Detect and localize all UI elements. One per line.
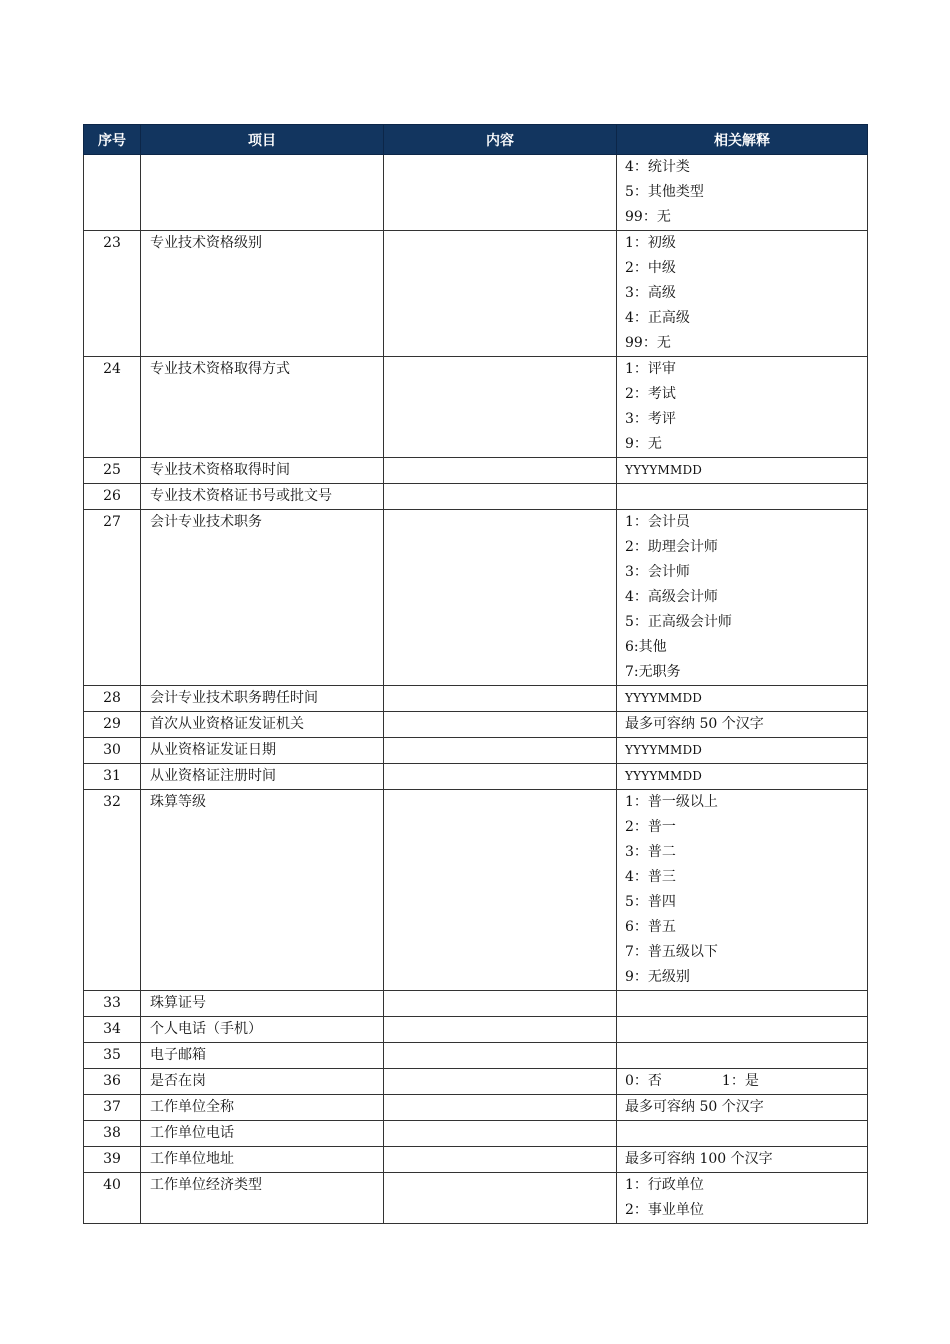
explanation-line: 4：普三: [625, 869, 676, 885]
explanation-line: 1：初级: [625, 235, 676, 251]
row-item-label: 专业技术资格级别: [141, 231, 384, 357]
explanation-line: 最多可容纳 100 个汉字: [625, 1151, 773, 1167]
row-explanation-cell: [617, 231, 868, 357]
explanation-line: 1：会计员: [625, 514, 690, 530]
row-serial-number: 31: [84, 764, 141, 790]
explanation-line: 1：普一级以上: [625, 794, 718, 810]
explanation-line: YYYYMMDD: [625, 691, 703, 705]
explanation-line: 9：无级别: [625, 969, 690, 985]
row-explanation-cell: [617, 991, 868, 1017]
row-serial-number: 35: [84, 1043, 141, 1069]
row-serial-number: 26: [84, 484, 141, 510]
row-item-label: 会计专业技术职务聘任时间: [141, 686, 384, 712]
row-serial-number: 30: [84, 738, 141, 764]
row-content-cell: [384, 1147, 617, 1173]
table-row: [84, 1147, 868, 1173]
row-serial-number: 33: [84, 991, 141, 1017]
row-content-cell: [384, 357, 617, 458]
table-row: [84, 1173, 868, 1224]
header-item: 项目: [141, 125, 384, 155]
row-item-label: 工作单位全称: [141, 1095, 384, 1121]
table-row: [84, 790, 868, 991]
explanation-line: 3：会计师: [625, 564, 690, 580]
row-item-label: 专业技术资格取得方式: [141, 357, 384, 458]
row-serial-number: 28: [84, 686, 141, 712]
row-item-label: 珠算等级: [141, 790, 384, 991]
row-content-cell: [384, 991, 617, 1017]
explanation-line: 99：无: [625, 209, 671, 225]
table-row: [84, 458, 868, 484]
explanation-line: 1：评审: [625, 361, 676, 377]
table-header: [84, 125, 868, 155]
row-explanation-cell: [617, 484, 868, 510]
table-row: [84, 1043, 868, 1069]
explanation-line: 5：普四: [625, 894, 676, 910]
row-content-cell: [384, 790, 617, 991]
row-content-cell: [384, 1173, 617, 1224]
table-row: [84, 712, 868, 738]
row-item-label: [141, 155, 384, 231]
explanation-line: 7:无职务: [625, 664, 681, 680]
table-row: [84, 155, 868, 231]
explanation-line: 2：考试: [625, 386, 676, 402]
row-content-cell: [384, 1121, 617, 1147]
row-content-cell: [384, 1095, 617, 1121]
explanation-line: 2：助理会计师: [625, 539, 718, 555]
row-explanation-cell: [617, 790, 868, 991]
explanation-line: 最多可容纳 50 个汉字: [625, 716, 764, 732]
row-serial-number: 34: [84, 1017, 141, 1043]
table-row: [84, 1069, 868, 1095]
row-content-cell: [384, 1017, 617, 1043]
explanation-line: 5：其他类型: [625, 184, 704, 200]
explanation-line: 2：中级: [625, 260, 676, 276]
explanation-line: 6:其他: [625, 639, 667, 655]
row-item-label: 个人电话（手机）: [141, 1017, 384, 1043]
table-row: [84, 738, 868, 764]
explanation-line: 5：正高级会计师: [625, 614, 732, 630]
row-item-label: 工作单位电话: [141, 1121, 384, 1147]
table-body: [84, 155, 868, 1224]
explanation-line: 2：普一: [625, 819, 676, 835]
table-row: [84, 484, 868, 510]
row-explanation-cell: [617, 1095, 868, 1121]
row-serial-number: 25: [84, 458, 141, 484]
explanation-line: 7：普五级以下: [625, 944, 718, 960]
explanation-line: 4：统计类: [625, 159, 690, 175]
row-explanation-cell: [617, 1043, 868, 1069]
row-explanation-cell: [617, 1173, 868, 1224]
row-serial-number: 27: [84, 510, 141, 686]
row-serial-number: 36: [84, 1069, 141, 1095]
table-row: [84, 764, 868, 790]
row-serial-number: 39: [84, 1147, 141, 1173]
row-item-label: 工作单位地址: [141, 1147, 384, 1173]
field-definition-table: [83, 124, 868, 1224]
row-explanation-cell: [617, 738, 868, 764]
row-serial-number: 38: [84, 1121, 141, 1147]
row-content-cell: [384, 155, 617, 231]
row-explanation-cell: [617, 458, 868, 484]
row-explanation-cell: [617, 510, 868, 686]
row-item-label: 珠算证号: [141, 991, 384, 1017]
row-explanation-cell: [617, 1121, 868, 1147]
explanation-line: 3：普二: [625, 844, 676, 860]
explanation-option: 0：否: [625, 1073, 662, 1089]
row-explanation-cell: [617, 155, 868, 231]
row-item-label: 专业技术资格证书号或批文号: [141, 484, 384, 510]
explanation-line: 2：事业单位: [625, 1202, 704, 1218]
explanation-line: 9：无: [625, 436, 662, 452]
row-content-cell: [384, 764, 617, 790]
row-item-label: 从业资格证发证日期: [141, 738, 384, 764]
table-row: [84, 510, 868, 686]
row-content-cell: [384, 738, 617, 764]
explanation-line: [625, 484, 867, 509]
row-item-label: 工作单位经济类型: [141, 1173, 384, 1224]
table-row: [84, 1095, 868, 1121]
table-row: [84, 686, 868, 712]
row-explanation-cell: [617, 764, 868, 790]
row-content-cell: [384, 1043, 617, 1069]
row-explanation-cell: [617, 1069, 868, 1095]
row-explanation-cell: [617, 1147, 868, 1173]
table-row: [84, 1017, 868, 1043]
row-content-cell: [384, 484, 617, 510]
header-explanation: 相关解释: [617, 125, 868, 155]
explanation-line: 3：考评: [625, 411, 676, 427]
header-serial-number: 序号: [84, 125, 141, 155]
explanation-line: 3：高级: [625, 285, 676, 301]
row-content-cell: [384, 231, 617, 357]
explanation-line: 4：正高级: [625, 310, 690, 326]
explanation-line: [625, 1017, 867, 1042]
explanation-line: YYYYMMDD: [625, 769, 703, 783]
row-serial-number: [84, 155, 141, 231]
row-explanation-cell: [617, 357, 868, 458]
row-serial-number: 37: [84, 1095, 141, 1121]
row-serial-number: 32: [84, 790, 141, 991]
explanation-line: YYYYMMDD: [625, 463, 703, 477]
row-item-label: 专业技术资格取得时间: [141, 458, 384, 484]
row-serial-number: 24: [84, 357, 141, 458]
explanation-option: 1：是: [721, 1073, 759, 1089]
row-serial-number: 29: [84, 712, 141, 738]
header-content: 内容: [384, 125, 617, 155]
explanation-line: 1：行政单位: [625, 1177, 704, 1193]
row-content-cell: [384, 686, 617, 712]
row-item-label: 是否在岗: [141, 1069, 384, 1095]
row-serial-number: 40: [84, 1173, 141, 1224]
row-item-label: 会计专业技术职务: [141, 510, 384, 686]
row-content-cell: [384, 1069, 617, 1095]
row-item-label: 从业资格证注册时间: [141, 764, 384, 790]
row-content-cell: [384, 458, 617, 484]
table-row: [84, 357, 868, 458]
explanation-line: [625, 1043, 867, 1068]
row-item-label: 首次从业资格证发证机关: [141, 712, 384, 738]
table-row: [84, 231, 868, 357]
table-row: [84, 991, 868, 1017]
explanation-line: [625, 1069, 867, 1094]
explanation-line: 4：高级会计师: [625, 589, 718, 605]
explanation-line: [625, 991, 867, 1016]
row-serial-number: 23: [84, 231, 141, 357]
row-content-cell: [384, 510, 617, 686]
explanation-line: 99：无: [625, 335, 671, 351]
explanation-line: YYYYMMDD: [625, 743, 703, 757]
row-explanation-cell: [617, 686, 868, 712]
explanation-line: 6：普五: [625, 919, 676, 935]
table-row: [84, 1121, 868, 1147]
row-content-cell: [384, 712, 617, 738]
row-explanation-cell: [617, 712, 868, 738]
row-explanation-cell: [617, 1017, 868, 1043]
explanation-line: 最多可容纳 50 个汉字: [625, 1099, 764, 1115]
header-row: [84, 125, 868, 155]
explanation-line: [625, 1121, 867, 1146]
row-item-label: 电子邮箱: [141, 1043, 384, 1069]
